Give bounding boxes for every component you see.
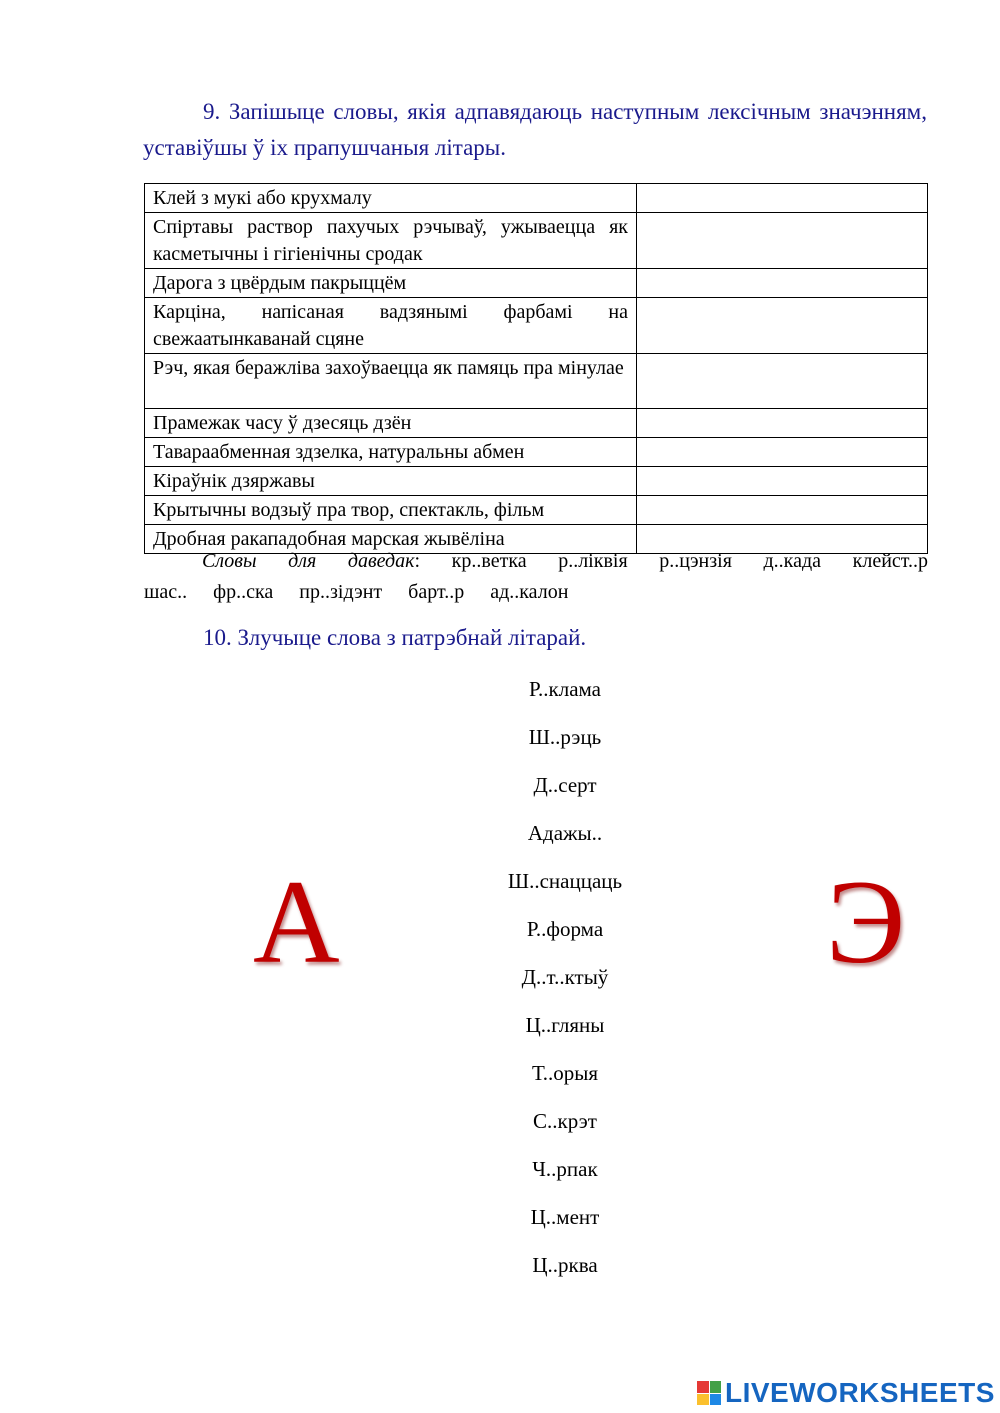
definition-cell: Карціна, напісаная вадзянымі фарбамі на свежаатынкаванай сцяне	[145, 298, 637, 354]
word-item[interactable]: Ч..рпак	[532, 1157, 598, 1181]
word-item[interactable]: Ш..рэць	[528, 725, 602, 749]
liveworksheets-logo[interactable]	[697, 1376, 995, 1410]
helper-word: шас..	[144, 581, 188, 603]
helper-words-line2	[144, 577, 594, 608]
answer-cell[interactable]	[637, 354, 928, 409]
answer-input[interactable]	[645, 497, 919, 520]
definition-cell: Клей з мукі або крухмалу	[145, 184, 637, 213]
helper-word: д..када	[763, 550, 822, 572]
word-item[interactable]: Ш..снаццаць	[507, 869, 623, 893]
helper-word: кр..ветка	[451, 550, 527, 572]
table-row	[145, 354, 928, 409]
answer-input[interactable]	[645, 185, 919, 208]
helper-label: Словы для даведак	[202, 550, 415, 572]
helper-word: фр..ска	[213, 581, 274, 603]
letter-a-target[interactable]: А	[253, 855, 340, 988]
definition-cell: Кіраўнік дзяржавы	[145, 467, 637, 496]
helper-word: ад..калон	[490, 581, 569, 603]
table-row	[145, 438, 928, 467]
table-row	[145, 496, 928, 525]
helper-word: р..цэнзія	[659, 550, 732, 572]
answer-cell[interactable]	[637, 298, 928, 354]
answer-input[interactable]	[645, 299, 919, 322]
definition-cell: Крытычны водзыў пра твор, спектакль, фільм	[145, 496, 637, 525]
table-row	[145, 213, 928, 269]
answer-input[interactable]	[645, 214, 919, 237]
word-item[interactable]: С..крэт	[533, 1109, 597, 1133]
answer-cell[interactable]	[637, 467, 928, 496]
logo-cube-cell	[710, 1381, 722, 1393]
logo-cube-cell	[710, 1394, 722, 1406]
definition-cell: Спіртавы раствор пахучых рэчываў, ужываецца як касметычны і гігіенічны сродак	[145, 213, 637, 269]
answer-input[interactable]	[645, 410, 919, 433]
table-row	[145, 409, 928, 438]
helper-word: пр..зідэнт	[299, 581, 383, 603]
definition-cell: Тавараабменная здзелка, натуральны абмен	[145, 438, 637, 467]
answer-cell[interactable]	[637, 409, 928, 438]
word-item[interactable]: Д..серт	[533, 773, 597, 797]
letter-e-target[interactable]: Э	[826, 855, 906, 988]
word-item[interactable]: Р..клама	[528, 677, 602, 701]
answer-cell[interactable]	[637, 213, 928, 269]
logo-cube-cell	[697, 1381, 709, 1393]
task9-title: 9. Запішыце словы, якія адпавядаюць наступным лексічным значэнням, уставіўшы ў іх прапушчаныя літары.	[143, 99, 927, 160]
helper-words-line1: Словы для даведак: кр..ветка р..ліквія р..цэнзія д..када клейст..р	[202, 550, 929, 572]
definition-cell: Дарога з цвёрдым пакрыццём	[145, 269, 637, 298]
word-item[interactable]: Д..т..ктыў	[521, 965, 609, 989]
helper-word: р..ліквія	[558, 550, 628, 572]
table-row	[145, 184, 928, 213]
answer-input[interactable]	[645, 468, 919, 491]
word-item[interactable]: Ц..гляны	[525, 1013, 605, 1037]
answer-cell[interactable]	[637, 269, 928, 298]
definition-cell: Рэч, якая беражліва захоўваецца як памяць пра мінулае	[145, 354, 637, 409]
helper-word: клейст..р	[852, 550, 929, 572]
table-row	[145, 269, 928, 298]
answer-cell[interactable]	[637, 184, 928, 213]
helper-word: барт..р	[408, 581, 465, 603]
word-list	[430, 672, 700, 1296]
answer-input[interactable]	[645, 270, 919, 293]
definitions-table	[144, 183, 928, 554]
word-item[interactable]: Р..форма	[526, 917, 604, 941]
answer-input[interactable]	[645, 355, 919, 378]
table-row	[145, 298, 928, 354]
answer-cell[interactable]	[637, 438, 928, 467]
task10-title: 10. Злучыце слова з патрэбнай літарай.	[203, 625, 587, 650]
logo-text: LIVEWORKSHEETS	[725, 1377, 995, 1408]
word-item[interactable]: Адажы..	[527, 821, 603, 845]
definition-cell: Прамежак часу ў дзесяць дзён	[145, 409, 637, 438]
word-item[interactable]: Ц..мент	[530, 1205, 600, 1229]
answer-cell[interactable]	[637, 496, 928, 525]
logo-cube-cell	[697, 1394, 709, 1406]
word-item[interactable]: Т..орыя	[532, 1061, 598, 1085]
logo-cube-icon	[697, 1381, 721, 1405]
table-row	[145, 467, 928, 496]
word-item[interactable]: Ц..рква	[532, 1253, 598, 1277]
answer-input[interactable]	[645, 439, 919, 462]
definition-cell: Дробная ракападобная марская жывёліна	[145, 525, 637, 554]
